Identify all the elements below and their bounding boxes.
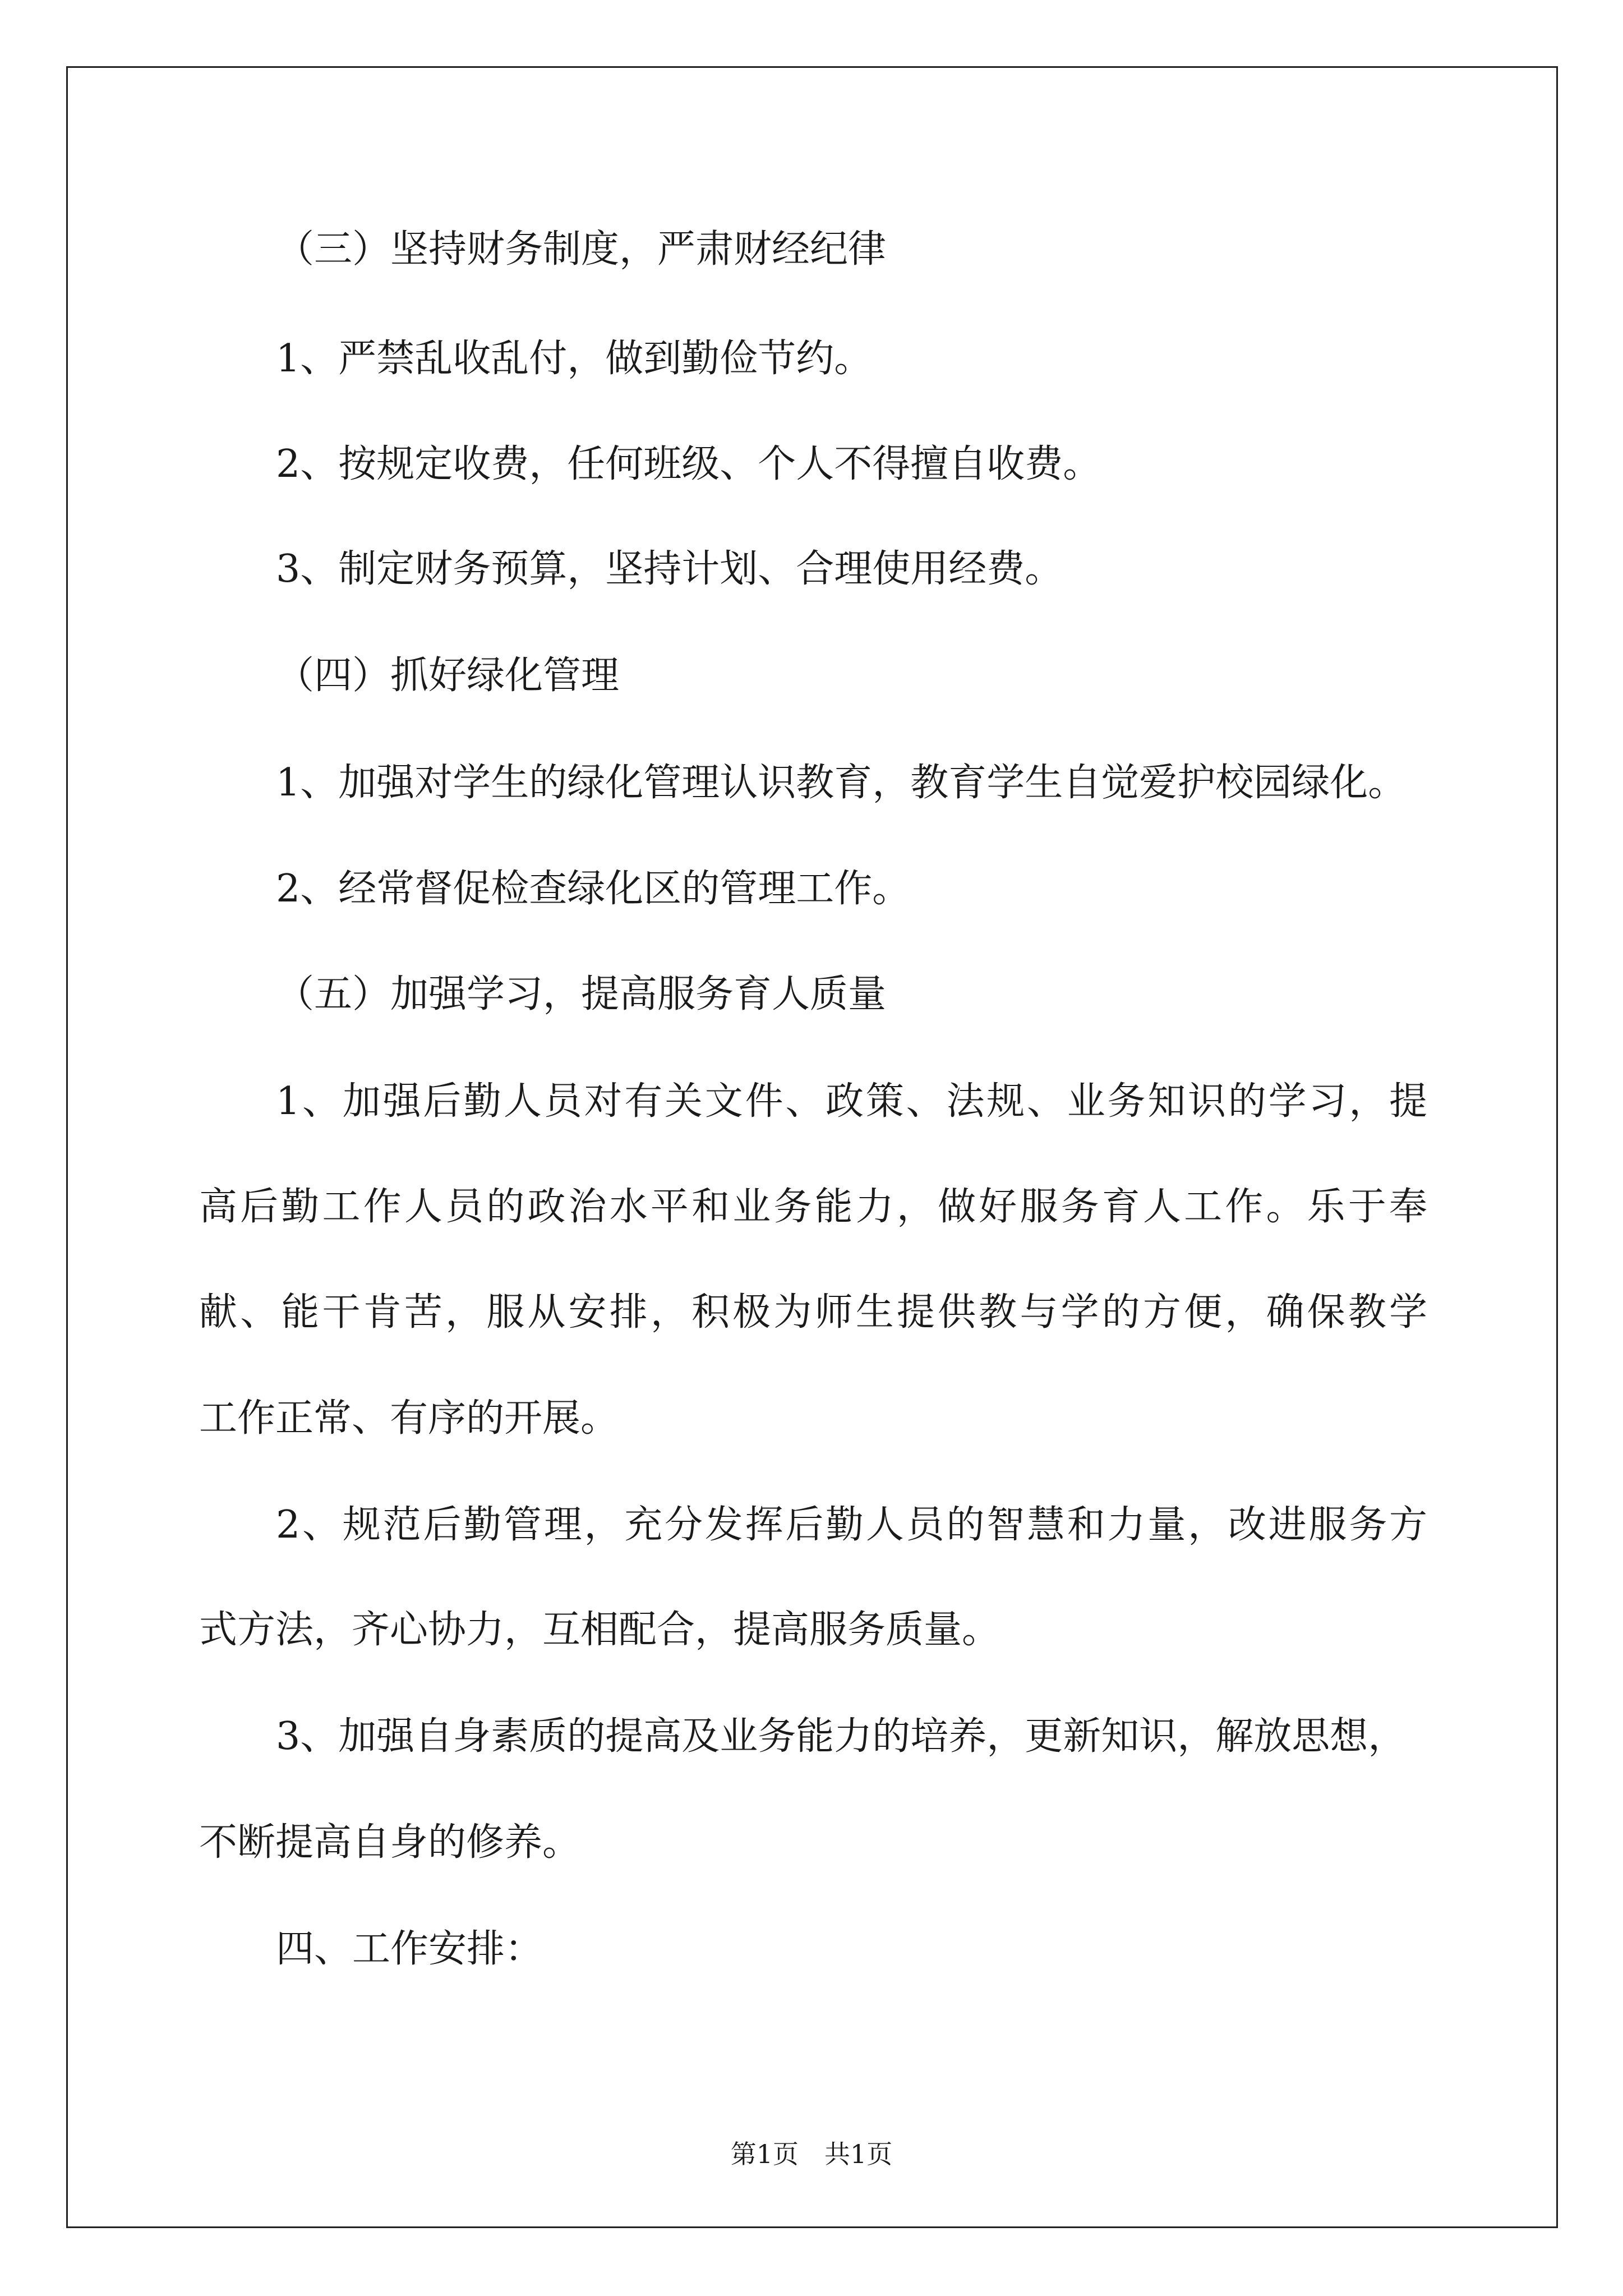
paragraph-line: 献、能干肯苦，服从安排，积极为师生提供教与学的方便，确保教学 <box>199 1290 1427 1335</box>
paragraph-line: 工作正常、有序的开展。 <box>199 1396 619 1441</box>
section-heading-4: （四）抓好绿化管理 <box>276 654 620 698</box>
paragraph-line: 2、规范后勤管理，充分发挥后勤人员的智慧和力量，改进服务方 <box>276 1503 1427 1547</box>
paragraph-line: 高后勤工作人员的政治水平和业务能力，做好服务育人工作。乐于奉 <box>199 1185 1427 1229</box>
paragraph-line: 2、经常督促检查绿化区的管理工作。 <box>276 867 911 911</box>
paragraph-line: 1、加强对学生的绿化管理认识教育，教育学生自觉爱护校园绿化。 <box>276 761 1407 805</box>
paragraph-line: 1、严禁乱收乱付，做到勤俭节约。 <box>276 337 873 381</box>
page-number-footer: 第1页 共1页 <box>730 2139 893 2169</box>
paragraph-line: 3、制定财务预算，坚持计划、合理使用经费。 <box>276 547 1063 591</box>
section-heading-four: 四、工作安排： <box>276 1927 543 1971</box>
section-heading-3: （三）坚持财务制度，严肃财经纪律 <box>276 227 887 272</box>
section-heading-5: （五）加强学习，提高服务育人质量 <box>276 972 887 1016</box>
paragraph-line: 不断提高自身的修养。 <box>199 1820 581 1865</box>
page-frame <box>66 66 1558 2228</box>
paragraph-line: 2、按规定收费，任何班级、个人不得擅自收费。 <box>276 442 1101 486</box>
paragraph-line: 式方法，齐心协力，互相配合，提高服务质量。 <box>199 1608 1000 1652</box>
paragraph-line: 1、加强后勤人员对有关文件、政策、法规、业务知识的学习，提 <box>276 1079 1427 1124</box>
paragraph-line: 3、加强自身素质的提高及业务能力的培养，更新知识，解放思想， <box>276 1714 1407 1759</box>
